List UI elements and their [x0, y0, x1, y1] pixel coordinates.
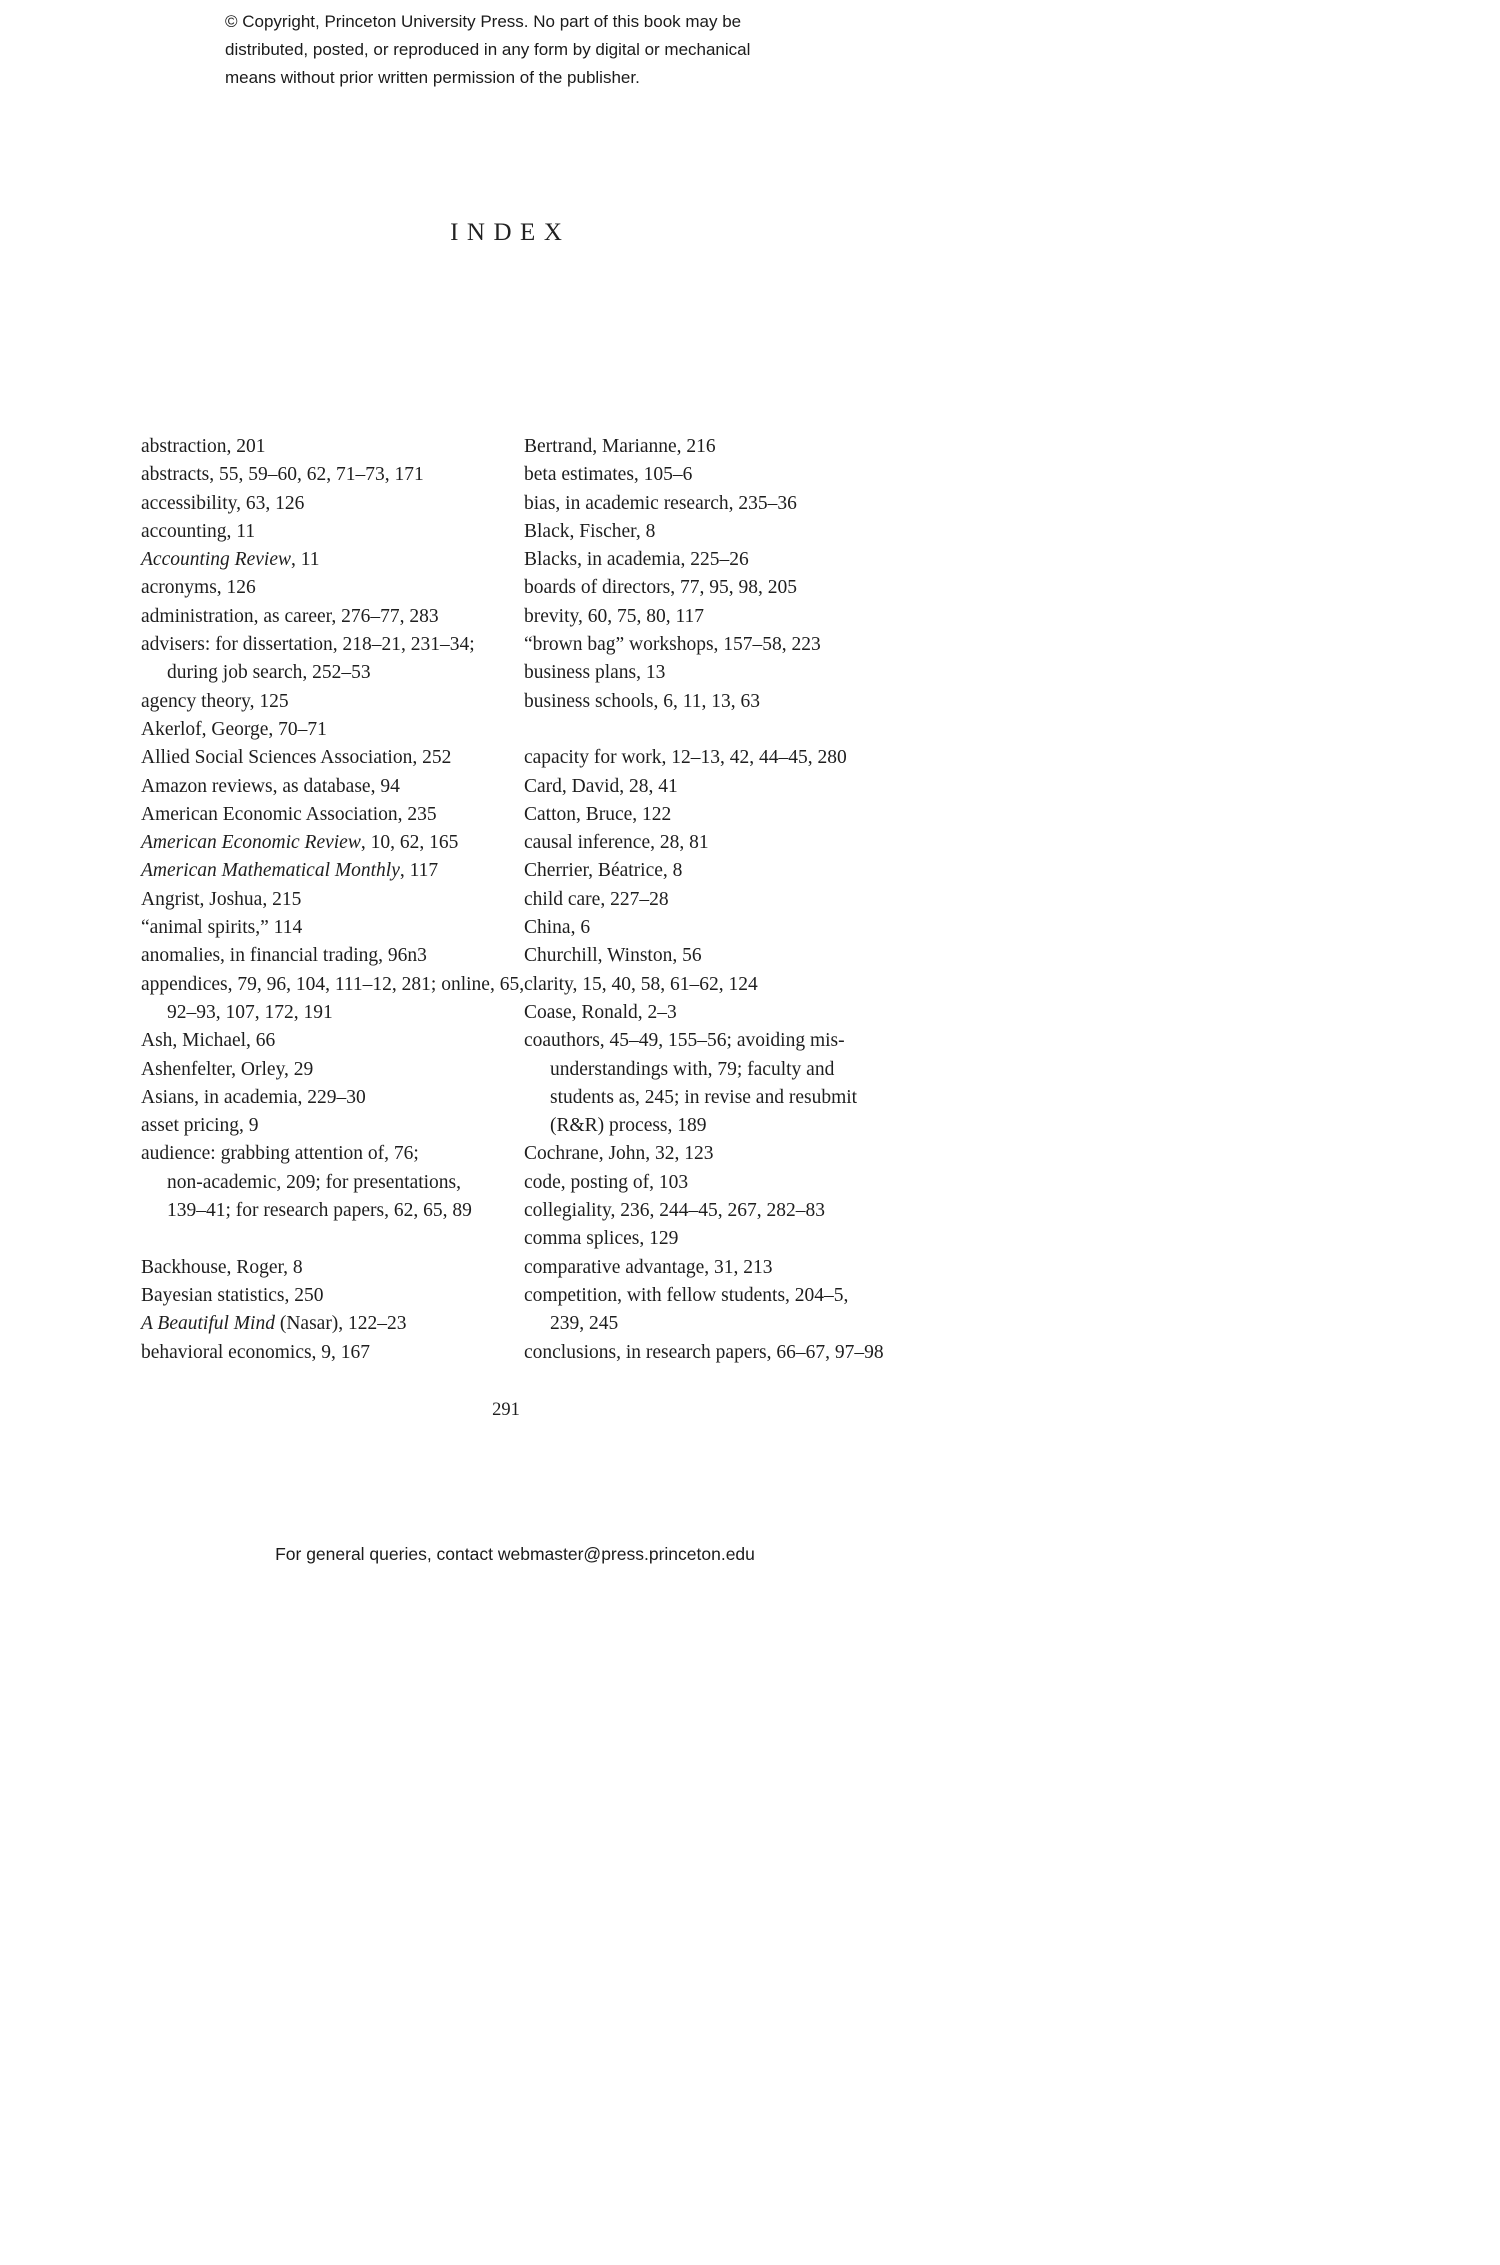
index-entry [141, 744, 524, 772]
index-entry-line: Coase, Ronald, 2–3 [524, 1001, 677, 1023]
index-entry-line: business plans, 13 [524, 662, 666, 684]
index-entry-line: abstracts, 55, 59–60, 62, 71–73, 171 [141, 464, 424, 486]
index-entry [141, 829, 524, 857]
index-entry [524, 631, 907, 659]
index-entry-line: Accounting Review, 11 [141, 549, 320, 571]
index-entry-line: behavioral economics, 9, 167 [141, 1341, 371, 1363]
index-entry [141, 1310, 524, 1338]
index-entry [141, 773, 524, 801]
index-entry [524, 659, 907, 687]
index-entry [141, 546, 524, 574]
index-entry-line: Backhouse, Roger, 8 [141, 1256, 303, 1278]
index-entry [141, 433, 524, 461]
index-entry-line: Angrist, Joshua, 215 [141, 888, 302, 910]
index-entry [141, 603, 524, 631]
index-entry-line: Amazon reviews, as database, 94 [141, 775, 400, 797]
index-entry [141, 801, 524, 829]
index-entry [524, 688, 907, 716]
index-entry-line: Cherrier, Béatrice, 8 [524, 860, 683, 882]
index-entry [524, 829, 907, 857]
index-entry [141, 914, 524, 942]
index-entry-line: causal inference, 28, 81 [524, 832, 709, 854]
index-entry-line: “brown bag” workshops, 157–58, 223 [524, 634, 821, 656]
index-entry [141, 1339, 524, 1367]
index-entry [524, 773, 907, 801]
index-entry-line: during job search, 252–53 [167, 662, 371, 684]
index-entry [524, 518, 907, 546]
index-group [141, 433, 524, 1225]
index-column-left [141, 433, 524, 1367]
index-entry-line: “animal spirits,” 114 [141, 917, 303, 939]
index-entry-line: acronyms, 126 [141, 577, 256, 599]
index-entry-line: abstraction, 201 [141, 436, 266, 457]
index-entry-line: Bertrand, Marianne, 216 [524, 436, 716, 457]
index-entry [141, 1254, 524, 1282]
index-entry-line: 139–41; for research papers, 62, 65, 89 [167, 1200, 472, 1222]
index-entry [141, 1282, 524, 1310]
index-entry [524, 1282, 907, 1339]
index-entry-line: capacity for work, 12–13, 42, 44–45, 280 [524, 747, 847, 769]
index-entry [524, 744, 907, 772]
index-entry [524, 886, 907, 914]
index-entry-line: collegiality, 236, 244–45, 267, 282–83 [524, 1200, 825, 1222]
index-entry-line: business schools, 6, 11, 13, 63 [524, 690, 760, 712]
index-entry [141, 1084, 524, 1112]
index-entry-line: appendices, 79, 96, 104, 111–12, 281; online, 65, [141, 973, 525, 995]
index-columns [141, 433, 911, 1367]
index-entry [141, 1140, 524, 1225]
index-entry-line: Card, David, 28, 41 [524, 775, 678, 797]
index-entry-line: non-academic, 209; for presentations, [167, 1171, 462, 1193]
index-entry [141, 574, 524, 602]
index-entry-line: American Economic Review, 10, 62, 165 [141, 832, 459, 854]
footer-text: For general queries, contact [275, 1544, 498, 1564]
index-entry-line: Akerlof, George, 70–71 [141, 718, 327, 740]
index-entry [524, 546, 907, 574]
index-entry [524, 914, 907, 942]
index-entry [141, 518, 524, 546]
index-entry [141, 886, 524, 914]
index-entry [141, 1112, 524, 1140]
index-entry-line: Catton, Bruce, 122 [524, 803, 672, 825]
index-entry-line: 92–93, 107, 172, 191 [167, 1001, 333, 1023]
index-entry-line: Ashenfelter, Orley, 29 [141, 1058, 314, 1080]
index-entry-line: audience: grabbing attention of, 76; [141, 1143, 419, 1165]
index-group [524, 433, 907, 716]
index-entry [524, 574, 907, 602]
copyright-line: © Copyright, Princeton University Press. No part of this book may be [225, 12, 742, 31]
index-entry-line: comma splices, 129 [524, 1228, 679, 1250]
index-entry [141, 1027, 524, 1055]
index-entry-line: Bayesian statistics, 250 [141, 1284, 324, 1306]
index-entry-line: anomalies, in financial trading, 96n3 [141, 945, 427, 967]
index-entry [141, 631, 524, 688]
index-entry-line: comparative advantage, 31, 213 [524, 1256, 773, 1278]
index-entry [524, 1225, 907, 1253]
index-entry-line: conclusions, in research papers, 66–67, 97–98 [524, 1341, 884, 1363]
index-entry-line: Asians, in academia, 229–30 [141, 1086, 366, 1108]
index-entry [141, 461, 524, 489]
index-entry [524, 942, 907, 970]
index-entry-line: Black, Fischer, 8 [524, 520, 656, 542]
index-entry-line: administration, as career, 276–77, 283 [141, 605, 439, 627]
index-entry [524, 1140, 907, 1168]
index-entry-line: understandings with, 79; faculty and [550, 1058, 835, 1080]
index-entry [524, 857, 907, 885]
index-entry-line: brevity, 60, 75, 80, 117 [524, 605, 704, 627]
index-entry [141, 490, 524, 518]
copyright-line: means without prior written permission of the publisher. [225, 68, 640, 87]
index-entry-line: bias, in academic research, 235–36 [524, 492, 797, 514]
index-entry [141, 1056, 524, 1084]
index-column-right [524, 433, 907, 1367]
index-entry-line: code, posting of, 103 [524, 1171, 689, 1193]
copyright-notice [225, 8, 865, 92]
copyright-line: distributed, posted, or reproduced in any form by digital or mechanical [225, 40, 751, 59]
index-entry-line: American Economic Association, 235 [141, 803, 437, 825]
index-entry [524, 1169, 907, 1197]
index-entry [141, 688, 524, 716]
index-entry-line: Allied Social Sciences Association, 252 [141, 747, 452, 769]
index-entry-line: students as, 245; in revise and resubmit [550, 1086, 858, 1108]
index-entry-line: accounting, 11 [141, 520, 256, 542]
index-entry-line: child care, 227–28 [524, 888, 669, 910]
page-number: 291 [492, 1400, 520, 1420]
index-entry [524, 461, 907, 489]
index-entry [524, 433, 907, 461]
index-entry [524, 490, 907, 518]
index-entry-line: agency theory, 125 [141, 690, 289, 712]
index-entry-line: A Beautiful Mind (Nasar), 122–23 [141, 1313, 407, 1335]
index-entry-line: Churchill, Winston, 56 [524, 945, 702, 967]
index-entry [524, 801, 907, 829]
page-title: INDEX [450, 219, 571, 246]
index-entry-line: boards of directors, 77, 95, 98, 205 [524, 577, 797, 599]
index-entry-line: beta estimates, 105–6 [524, 464, 693, 486]
index-entry [524, 1197, 907, 1225]
index-entry-line: (R&R) process, 189 [550, 1115, 707, 1137]
index-entry [141, 971, 524, 1028]
index-entry [524, 1339, 907, 1367]
index-group [524, 744, 907, 1367]
index-entry [524, 603, 907, 631]
index-entry-line: coauthors, 45–49, 155–56; avoiding mis- [524, 1030, 845, 1052]
index-entry-line: clarity, 15, 40, 58, 61–62, 124 [524, 973, 758, 995]
footer [0, 1544, 1030, 1565]
index-entry-line: competition, with fellow students, 204–5, [524, 1284, 849, 1306]
index-entry-line: accessibility, 63, 126 [141, 492, 305, 514]
index-entry [141, 716, 524, 744]
footer-email-link[interactable]: webmaster@press.princeton.edu [497, 1544, 755, 1564]
index-entry [524, 971, 907, 999]
index-entry [141, 857, 524, 885]
index-entry-line: advisers: for dissertation, 218–21, 231–34; [141, 634, 475, 656]
index-group [141, 1254, 524, 1367]
index-entry-line: asset pricing, 9 [141, 1115, 259, 1137]
index-entry-line: China, 6 [524, 917, 591, 939]
index-entry-line: Blacks, in academia, 225–26 [524, 549, 749, 571]
index-entry-line: American Mathematical Monthly, 117 [141, 860, 439, 882]
index-entry [524, 999, 907, 1027]
index-entry-line: Ash, Michael, 66 [141, 1030, 276, 1052]
index-entry-line: Cochrane, John, 32, 123 [524, 1143, 714, 1165]
index-entry [141, 942, 524, 970]
index-entry-line: 239, 245 [550, 1313, 619, 1335]
index-entry [524, 1027, 907, 1140]
index-entry [524, 1254, 907, 1282]
